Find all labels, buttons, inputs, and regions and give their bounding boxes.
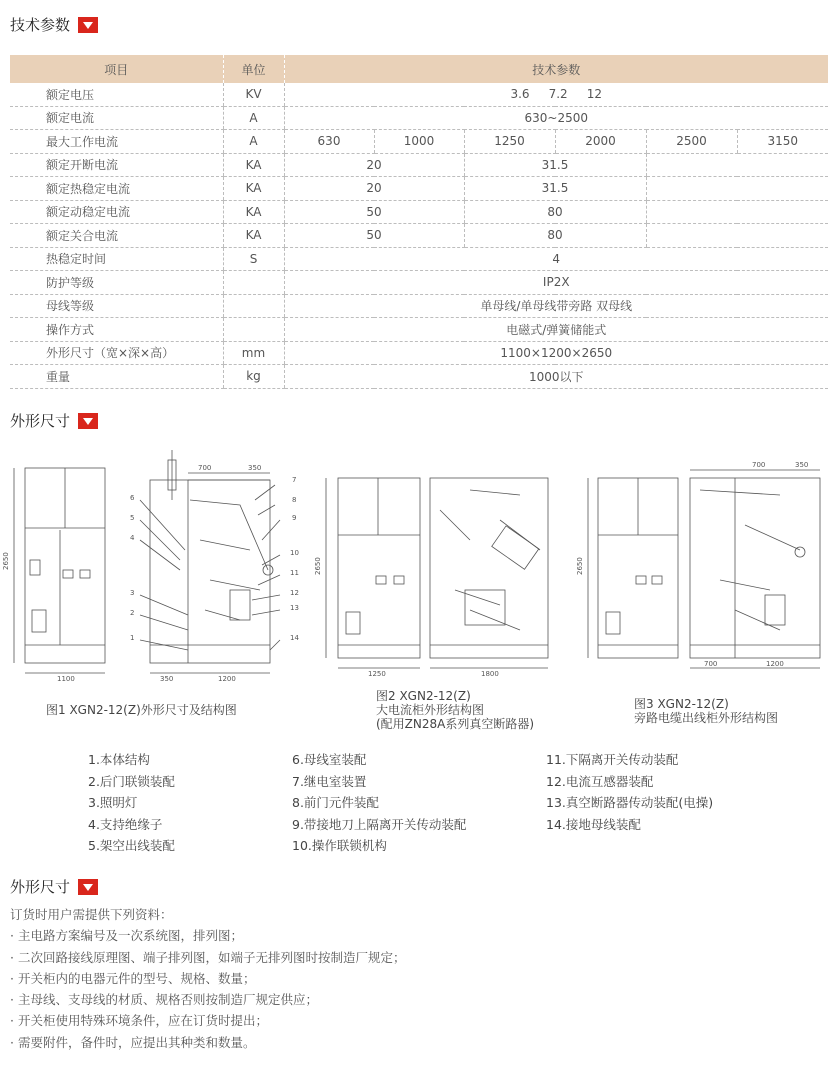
row-value-a: 20	[284, 153, 464, 177]
row-value: 3.6 7.2 12	[284, 83, 828, 106]
dim-fig2-2650: 2650	[314, 557, 322, 575]
callout-10: 10	[290, 549, 299, 557]
table-row	[10, 341, 828, 365]
note-line: · 主电路方案编号及一次系统图，排列图；	[10, 928, 243, 944]
callout-5: 5	[130, 514, 135, 522]
callout-14: 14	[290, 634, 299, 642]
triangle-down-icon	[78, 413, 98, 429]
row-value: 1000以下	[284, 365, 828, 389]
order-notes	[10, 905, 405, 1054]
row-value-b: 31.5	[464, 177, 646, 201]
order-info-title	[10, 876, 98, 897]
row-value-a: 20	[284, 177, 464, 201]
row-item: 额定电压	[10, 83, 223, 106]
row-unit: KA	[223, 153, 284, 177]
table-row	[10, 153, 828, 177]
table-row	[10, 177, 828, 201]
legend-col1	[88, 750, 175, 858]
header-unit: 单位	[223, 55, 284, 83]
row-unit: kg	[223, 365, 284, 389]
callout-7: 7	[292, 476, 297, 484]
fig1-side-view	[140, 450, 280, 673]
fig3-caption-line2: 旁路电缆出线柜外形结构图	[634, 711, 779, 725]
row-item: 热稳定时间	[10, 247, 223, 271]
row-value: IP2X	[284, 271, 828, 295]
row-value-empty	[646, 177, 828, 201]
row-cell: 630	[284, 130, 374, 154]
legend-item: 3.照明灯	[88, 795, 138, 810]
callout-4: 4	[130, 534, 135, 542]
row-value-empty	[646, 200, 828, 224]
fig2-caption	[376, 689, 534, 731]
header-item: 项目	[10, 55, 223, 83]
dimensions-title-text: 外形尺寸	[10, 412, 71, 430]
dim-fig3-top-350: 350	[795, 461, 809, 469]
table-header-row	[10, 55, 828, 83]
fig2-caption-line1: 图2 XGN2-12(Z)	[376, 689, 471, 703]
row-value: 单母线/单母线带旁路 双母线	[284, 294, 828, 318]
dim-fig3-2650: 2650	[576, 557, 584, 575]
callout-8: 8	[292, 496, 297, 504]
note-line: · 需要附件，备件时，应提出其种类和数量。	[10, 1034, 256, 1050]
legend-item: 13.真空断路器传动装配(电操)	[546, 795, 714, 810]
fig3-caption-line1: 图3 XGN2-12(Z)	[634, 697, 729, 711]
row-value-empty	[646, 224, 828, 248]
header-params: 技术参数	[284, 55, 828, 83]
row-item: 重量	[10, 365, 223, 389]
row-value: 1100×1200×2650	[284, 341, 828, 365]
row-cell: 1250	[464, 130, 555, 154]
dim-fig3-top-700: 700	[752, 461, 766, 469]
callout-9: 9	[292, 514, 297, 522]
callout-1: 1	[130, 634, 135, 642]
row-cell: 2000	[555, 130, 646, 154]
fig1-caption: 图1 XGN2-12(Z)外形尺寸及结构图	[46, 703, 237, 717]
row-item: 额定热稳定电流	[10, 177, 223, 201]
dim-top-350: 350	[248, 464, 262, 472]
table-row	[10, 271, 828, 295]
legend-item: 10.操作联锁机构	[292, 838, 387, 853]
table-row	[10, 106, 828, 130]
callout-12: 12	[290, 589, 299, 597]
legend-item: 5.架空出线装配	[88, 838, 175, 853]
row-item: 额定关合电流	[10, 224, 223, 248]
dim-fig3-1200: 1200	[766, 660, 784, 668]
row-unit: KV	[223, 83, 284, 106]
table-row	[10, 294, 828, 318]
row-unit	[223, 271, 284, 295]
dim-1250: 1250	[368, 670, 386, 678]
legend-item: 9.带接地刀上隔离开关传动装配	[292, 816, 467, 832]
row-unit: A	[223, 106, 284, 130]
table-row	[10, 224, 828, 248]
legend-item: 4.支持绝缘子	[88, 816, 163, 832]
row-cell: 3150	[737, 130, 828, 154]
order-info-title-text: 外形尺寸	[10, 878, 71, 896]
row-unit: KA	[223, 200, 284, 224]
row-unit	[223, 318, 284, 342]
row-item: 母线等级	[10, 294, 223, 318]
row-value: 电磁式/弹簧储能式	[284, 318, 828, 342]
legend-item: 1.本体结构	[88, 752, 150, 767]
tech-params-title-text: 技术参数	[10, 16, 71, 34]
row-unit: S	[223, 247, 284, 271]
dim-top-700: 700	[198, 464, 212, 472]
callout-11: 11	[290, 569, 299, 577]
fig2-drawing	[326, 478, 548, 668]
note-line: · 开关柜内的电器元件的型号、规格、数量；	[10, 970, 256, 986]
fig3-drawing	[588, 470, 820, 668]
legend-item: 14.接地母线装配	[546, 816, 641, 832]
table-row	[10, 247, 828, 271]
table-row	[10, 83, 828, 106]
legend-item: 8.前门元件装配	[292, 795, 379, 810]
dim-1100: 1100	[57, 675, 75, 683]
row-value-b: 80	[464, 200, 646, 224]
row-cell: 1000	[374, 130, 464, 154]
note-line: 订货时用户需提供下列资料：	[10, 907, 173, 922]
fig3-caption	[634, 697, 778, 725]
row-value-empty	[646, 153, 828, 177]
table-row	[10, 318, 828, 342]
row-item: 额定动稳定电流	[10, 200, 223, 224]
callout-6: 6	[130, 494, 135, 502]
legend-item: 7.继电室装置	[292, 773, 367, 789]
tech-params-table	[10, 55, 828, 389]
row-value-b: 31.5	[464, 153, 646, 177]
row-unit: A	[223, 130, 284, 154]
legend-item: 11.下隔离开关传动装配	[546, 752, 679, 767]
row-item: 操作方式	[10, 318, 223, 342]
dim-fig3-700: 700	[704, 660, 718, 668]
row-value: 630~2500	[284, 106, 828, 130]
legend-col2	[292, 750, 466, 858]
row-value: 4	[284, 247, 828, 271]
row-unit: mm	[223, 341, 284, 365]
row-item: 防护等级	[10, 271, 223, 295]
fig2-caption-line3: (配用ZN28A系列真空断路器)	[376, 717, 535, 731]
callout-13: 13	[290, 604, 299, 612]
dim-350: 350	[160, 675, 174, 683]
row-unit	[223, 294, 284, 318]
dim-2650: 2650	[2, 552, 10, 570]
dim-1200: 1200	[218, 675, 236, 683]
table-row	[10, 200, 828, 224]
row-unit: KA	[223, 177, 284, 201]
legend-col3	[546, 750, 713, 836]
dim-1800: 1800	[481, 670, 499, 678]
triangle-down-icon	[78, 17, 98, 33]
row-item: 最大工作电流	[10, 130, 223, 154]
tech-params-title	[10, 14, 98, 35]
fig1-front-view	[14, 468, 105, 673]
table-row	[10, 365, 828, 389]
fig2-caption-line2: 大电流柜外形结构图	[376, 703, 485, 717]
row-item: 额定开断电流	[10, 153, 223, 177]
note-line: · 主母线、支母线的材质、规格否则按制造厂规定供应；	[10, 992, 318, 1008]
callout-3: 3	[130, 589, 135, 597]
note-line: · 二次回路接线原理图、端子排列图，如端子无排列图时按制造厂规定；	[10, 949, 406, 965]
row-value-a: 50	[284, 200, 464, 224]
dimensions-title	[10, 410, 98, 431]
row-item: 外形尺寸（宽×深×高）	[10, 341, 223, 365]
triangle-down-icon	[78, 879, 98, 895]
legend-item: 6.母线室装配	[292, 752, 367, 767]
legend-item: 12.电流互感器装配	[546, 773, 654, 789]
row-cell: 2500	[646, 130, 737, 154]
table-row	[10, 130, 828, 154]
row-item: 额定电流	[10, 106, 223, 130]
legend-item: 2.后门联锁装配	[88, 773, 175, 789]
note-line: · 开关柜使用特殊环境条件，应在订货时提出；	[10, 1013, 268, 1029]
callout-numbers	[130, 476, 299, 642]
row-value-b: 80	[464, 224, 646, 248]
callout-2: 2	[130, 609, 135, 617]
row-unit: KA	[223, 224, 284, 248]
row-value-a: 50	[284, 224, 464, 248]
